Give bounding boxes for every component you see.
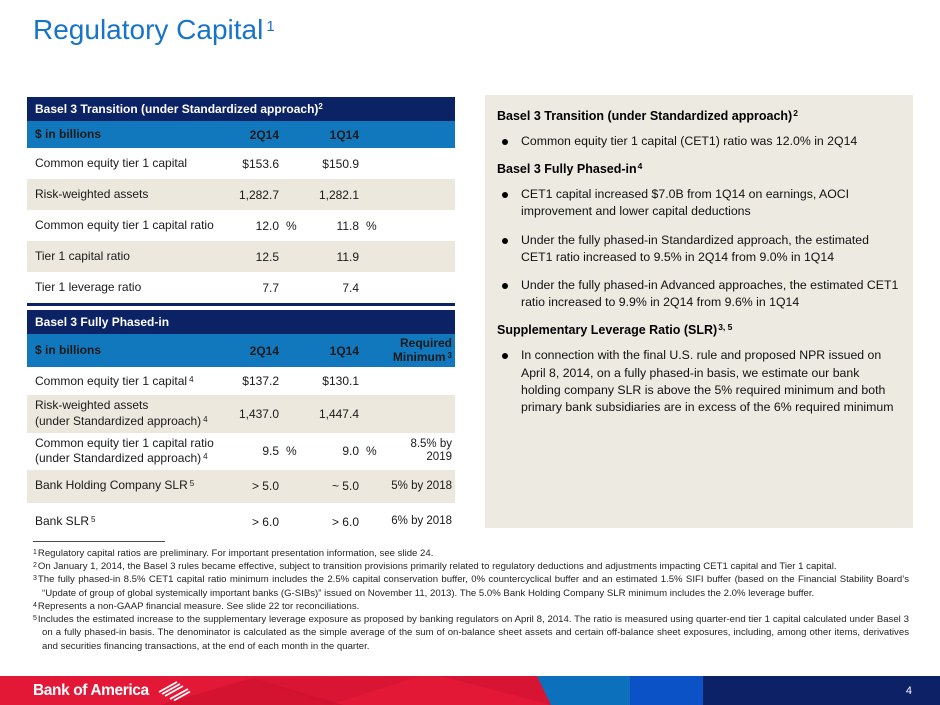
footnote-text: On January 1, 2014, the Basel 3 rules became effective, subject to transition provisions primarily related to regulatory deductions and adjustments impacting CET1 capital and Tier 1 capital. bbox=[37, 561, 837, 573]
bank-of-america-flag-icon bbox=[157, 681, 191, 701]
row-label-superscript: 5 bbox=[189, 479, 195, 489]
bullet-icon bbox=[502, 353, 508, 359]
row-label bbox=[27, 511, 227, 533]
table-row bbox=[27, 210, 455, 241]
percent-sign: % bbox=[366, 218, 377, 233]
value-1q14: 1,447.4 bbox=[318, 406, 359, 421]
bullet-text: Common equity tier 1 capital (CET1) ratio was 12.0% in 2Q14 bbox=[521, 134, 858, 148]
page-title bbox=[33, 14, 275, 46]
row-label bbox=[27, 433, 227, 470]
table2-title: Basel 3 Fully Phased-in bbox=[35, 315, 170, 329]
column-header-2q14: 2Q14 bbox=[249, 127, 279, 142]
footnote-text: Represents a non-GAAP financial measure. See slide 22 tor reconciliations. bbox=[37, 600, 360, 612]
row-label-text: Tier 1 capital ratio bbox=[35, 249, 130, 264]
required-superscript: 3 bbox=[447, 350, 452, 360]
table-row bbox=[27, 272, 455, 303]
value-1q14: 11.8 bbox=[336, 218, 359, 233]
column-header-1q14: 1Q14 bbox=[329, 343, 359, 358]
value-1q14: ~ 5.0 bbox=[331, 479, 359, 494]
bullet-icon bbox=[502, 283, 508, 289]
footnote-3 bbox=[33, 573, 909, 599]
bullet-icon bbox=[502, 238, 508, 244]
footnote-1 bbox=[33, 547, 909, 560]
list-item bbox=[497, 133, 899, 150]
row-label-superscript: 4 bbox=[189, 374, 194, 384]
footnote-text: Regulatory capital ratios are preliminary. For important presentation information, see slide 24. bbox=[37, 548, 434, 559]
table-row bbox=[27, 395, 455, 432]
row-label bbox=[27, 475, 227, 497]
required-line2 bbox=[385, 351, 452, 365]
table-row bbox=[27, 148, 455, 179]
table-basel3-transition bbox=[27, 97, 455, 306]
table1-title: Basel 3 Transition (under Standardized approach) bbox=[35, 102, 319, 116]
bullet-text: Under the fully phased-in Advanced approaches, the estimated CET1 ratio increased to 9.9% in 2Q14 from 9.6% in 1Q14 bbox=[521, 278, 899, 310]
value-1q14: 11.9 bbox=[336, 249, 359, 264]
page-title-text: Regulatory Capital bbox=[33, 14, 264, 45]
footnote-marker: 3 bbox=[33, 575, 37, 583]
bullet-icon bbox=[502, 139, 508, 145]
footnote-marker: 2 bbox=[33, 562, 37, 570]
value-1q14: 7.4 bbox=[342, 280, 359, 295]
footnote-marker: 1 bbox=[33, 549, 37, 556]
row-label-superscript: 5 bbox=[91, 514, 96, 524]
value-2q14: $137.2 bbox=[242, 374, 279, 389]
table-row bbox=[27, 367, 455, 395]
footnotes bbox=[33, 541, 909, 653]
page-number: 4 bbox=[905, 684, 912, 697]
footnote-marker: 4 bbox=[33, 601, 37, 609]
row-label bbox=[27, 184, 227, 206]
row-label-line2 bbox=[35, 451, 227, 467]
list-item bbox=[497, 186, 899, 220]
required-line2-text: Minimum bbox=[392, 349, 446, 364]
required-minimum-value: 6% by 2018 bbox=[391, 515, 452, 528]
table-basel3-fully-phased-in bbox=[27, 310, 455, 541]
row-label-line2-text: (under Standardized approach) bbox=[35, 413, 202, 428]
commentary-panel bbox=[485, 95, 913, 528]
value-1q14: $130.1 bbox=[322, 374, 359, 389]
row-label-text: Tier 1 leverage ratio bbox=[35, 280, 142, 295]
table1-title-superscript: 2 bbox=[318, 102, 323, 111]
row-label-superscript: 4 bbox=[203, 452, 208, 462]
footnote-text: Includes the estimated increase to the supplementary leverage exposure as proposed by banking regulators on April 8, 2014. The ratio is measured using quarter-end tier 1 capital calculated under Basel 3 on a fully phased-in basis. The denominator is calculated as the simple average of the sum of on-balance sheet assets and certain off-balance sheet exposures, including, among other items, derivatives and securities financing transactions, at the end of each month in the quarter. bbox=[37, 614, 909, 652]
value-2q14: 12.5 bbox=[255, 249, 279, 264]
table-row bbox=[27, 503, 455, 541]
list-item bbox=[497, 232, 899, 266]
value-2q14: > 6.0 bbox=[251, 514, 279, 529]
percent-sign: % bbox=[286, 444, 297, 459]
bullet-text: Under the fully phased-in Standardized approach, the estimated CET1 ratio increased to 9.5% in 2Q14 from 9.0% in 1Q14 bbox=[521, 232, 869, 264]
row-label-text: Bank SLR bbox=[35, 513, 90, 528]
panel-heading-basel3-fully-phased-in bbox=[497, 161, 899, 176]
row-label bbox=[27, 277, 227, 299]
row-label bbox=[27, 153, 227, 175]
row-label-text: Common equity tier 1 capital ratio bbox=[35, 435, 214, 450]
row-label bbox=[27, 215, 227, 237]
value-1q14: > 6.0 bbox=[331, 514, 359, 529]
row-label-text: Risk-weighted assets bbox=[35, 187, 149, 202]
row-label-text: Common equity tier 1 capital bbox=[35, 373, 188, 388]
column-header-2q14: 2Q14 bbox=[249, 343, 279, 358]
row-label bbox=[27, 246, 227, 268]
value-2q14: $153.6 bbox=[242, 156, 279, 171]
panel-heading-slr bbox=[497, 322, 899, 337]
logo-text: Bank of America bbox=[33, 681, 149, 699]
percent-sign: % bbox=[286, 218, 297, 233]
value-1q14: 1,282.1 bbox=[318, 187, 359, 202]
row-label bbox=[27, 395, 227, 432]
heading-text: Basel 3 Fully Phased-in bbox=[497, 162, 637, 177]
footnote-text: The fully phased-in 8.5% CET1 capital ratio minimum includes the 2.5% capital conservation buffer, 0% countercyclical buffer and an estimated 1.5% SIFI buffer (based on the Financial Stability Board’s “Update of group of global systemically important banks (G-SIBs)” issued on November 11, 2013). The 5.0% Bank Holding Company SLR minimum includes the 2.0% leverage buffer. bbox=[37, 574, 909, 599]
row-label-text: Common equity tier 1 capital ratio bbox=[35, 218, 214, 233]
row-label bbox=[27, 371, 227, 393]
row-label-text: Bank Holding Company SLR bbox=[35, 478, 188, 493]
footer-bar bbox=[0, 676, 940, 705]
required-minimum-value: 8.5% by 2019 bbox=[410, 437, 452, 464]
table-row bbox=[27, 470, 455, 503]
value-2q14: 1,437.0 bbox=[238, 406, 279, 421]
value-2q14: 1,282.7 bbox=[238, 187, 279, 202]
table-row bbox=[27, 433, 455, 470]
row-label-text: Risk-weighted assets bbox=[35, 398, 149, 413]
table-row bbox=[27, 241, 455, 272]
row-label-superscript: 4 bbox=[203, 414, 208, 424]
footnote-marker: 5 bbox=[33, 615, 37, 623]
value-2q14: > 5.0 bbox=[251, 479, 279, 494]
table-row bbox=[27, 179, 455, 210]
column-header-required-minimum bbox=[385, 337, 455, 365]
heading-superscript: 2 bbox=[793, 108, 798, 118]
list-item bbox=[497, 347, 899, 416]
column-header-1q14: 1Q14 bbox=[329, 127, 359, 142]
footnote-2 bbox=[33, 560, 909, 573]
value-2q14: 7.7 bbox=[262, 280, 279, 295]
bullet-text: CET1 capital increased $7.0B from 1Q14 on earnings, AOCI improvement and lower capital deductions bbox=[521, 187, 850, 219]
value-1q14: $150.9 bbox=[322, 156, 359, 171]
heading-text: Basel 3 Transition (under Standardized approach) bbox=[497, 109, 793, 123]
heading-superscript: 3, 5 bbox=[718, 322, 733, 333]
list-item bbox=[497, 277, 899, 311]
panel-heading-basel3-transition bbox=[497, 108, 899, 123]
table1-bottom-border bbox=[27, 303, 455, 306]
table2-column-header-row bbox=[27, 334, 455, 367]
required-minimum-value: 5% by 2018 bbox=[391, 479, 452, 492]
page-title-superscript: 1 bbox=[266, 18, 275, 35]
table2-title-bar bbox=[27, 310, 455, 334]
row-label-line2 bbox=[35, 414, 227, 430]
table1-column-header-row bbox=[27, 121, 455, 148]
footnote-separator bbox=[33, 541, 165, 542]
row-label-text: Common equity tier 1 capital bbox=[35, 156, 188, 171]
heading-text: Supplementary Leverage Ratio (SLR) bbox=[497, 323, 718, 338]
value-2q14: 12.0 bbox=[255, 218, 279, 233]
required-line1: Required bbox=[399, 336, 452, 351]
bank-of-america-logo bbox=[33, 676, 191, 705]
table1-title-bar bbox=[27, 97, 455, 121]
row-label-line2-text: (under Standardized approach) bbox=[35, 451, 202, 466]
value-1q14: 9.0 bbox=[342, 444, 359, 459]
bullet-text: In connection with the final U.S. rule and proposed NPR issued on April 8, 2014, on a fully phased-in basis, we estimate our bank holding company SLR is above the 5% required minimum and both primary bank subsidiaries are in excess of the 6% required minimum bbox=[521, 348, 894, 415]
footnote-5 bbox=[33, 613, 909, 653]
bullet-icon bbox=[502, 192, 508, 198]
heading-superscript: 4 bbox=[637, 161, 643, 172]
percent-sign: % bbox=[366, 444, 377, 459]
column-header-units: $ in billions bbox=[35, 127, 102, 142]
value-2q14: 9.5 bbox=[262, 444, 279, 459]
footnote-4 bbox=[33, 600, 909, 613]
column-header-units: $ in billions bbox=[35, 343, 102, 358]
